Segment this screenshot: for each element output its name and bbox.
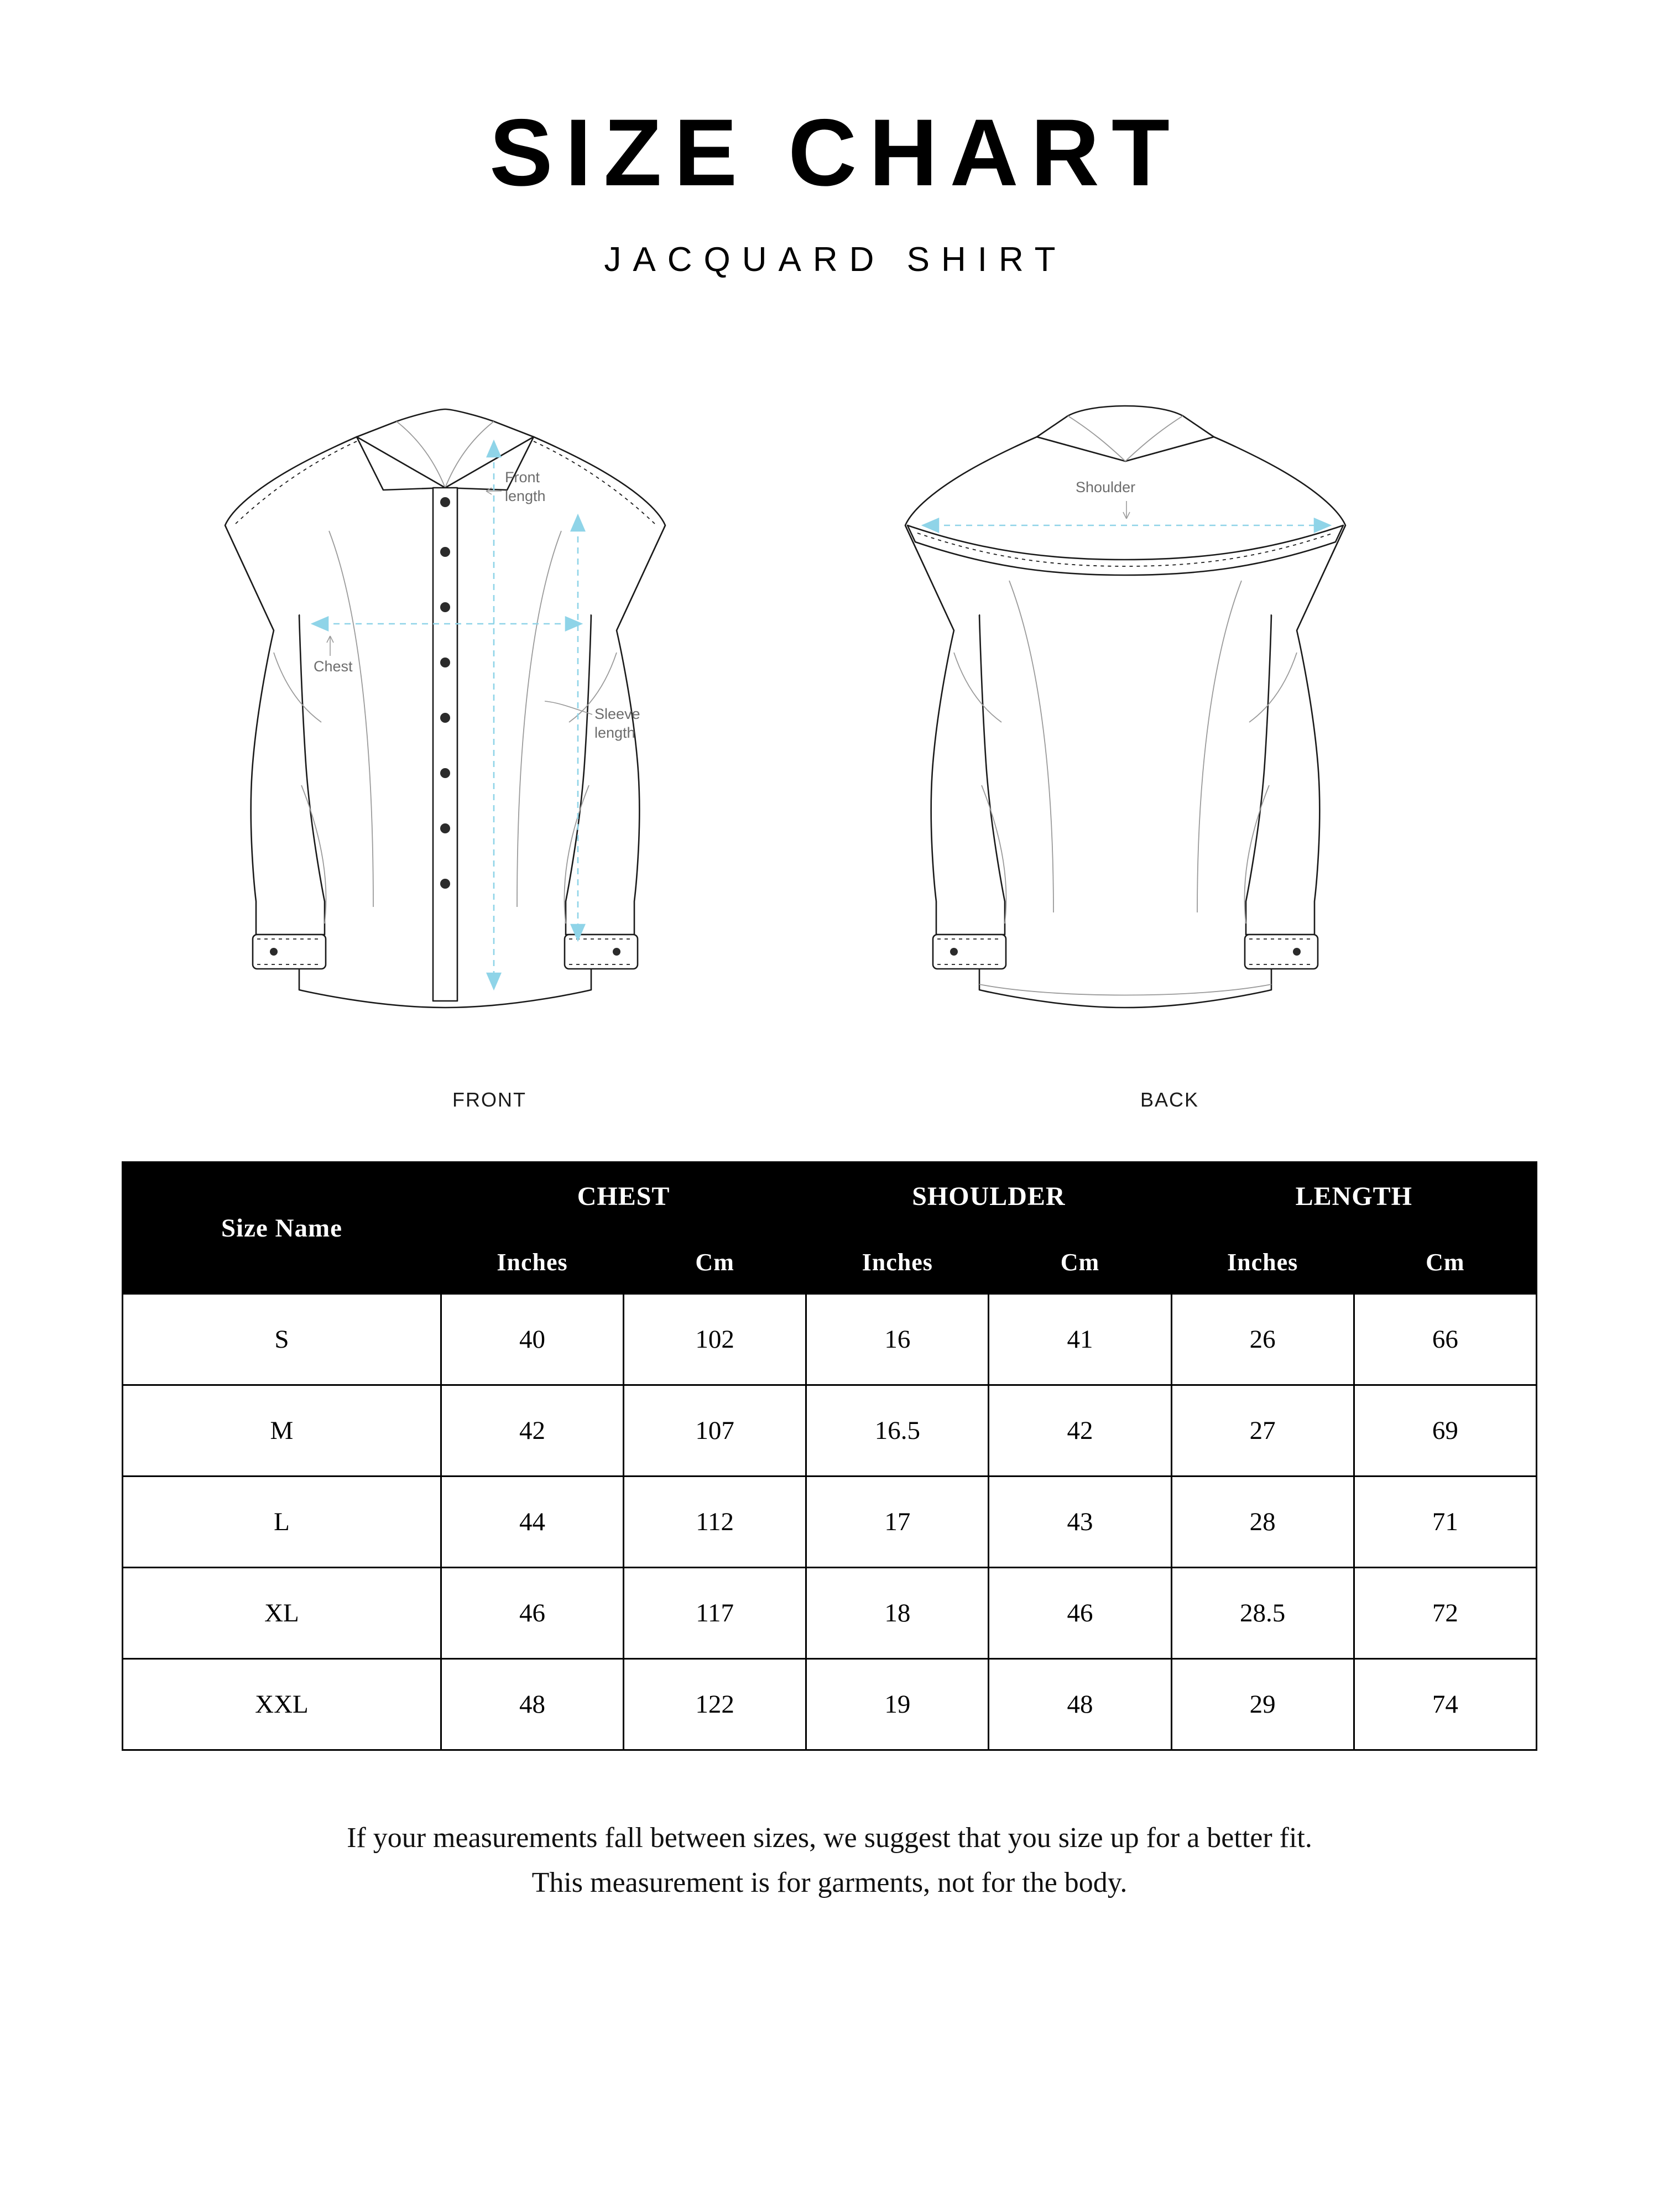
cell-chest-cm: 117 <box>624 1568 806 1659</box>
shirt-front-illustration <box>191 343 788 1078</box>
header-shoulder-cm: Cm <box>989 1230 1171 1294</box>
figure-front-caption: FRONT <box>452 1088 526 1111</box>
cell-chest-cm: 122 <box>624 1659 806 1750</box>
cell-length-cm: 69 <box>1354 1385 1536 1477</box>
size-table-body <box>123 1294 1537 1750</box>
cell-shoulder-cm: 41 <box>989 1294 1171 1385</box>
cell-chest-cm: 112 <box>624 1477 806 1568</box>
cell-shoulder-inches: 17 <box>806 1477 989 1568</box>
cell-length-cm: 66 <box>1354 1294 1536 1385</box>
header-shoulder-inches: Inches <box>806 1230 989 1294</box>
cell-length-cm: 74 <box>1354 1659 1536 1750</box>
page-title: SIZE CHART <box>489 100 1182 206</box>
cell-chest-inches: 40 <box>441 1294 623 1385</box>
header-length-inches: Inches <box>1171 1230 1354 1294</box>
footnote-line-2: This measurement is for garments, not for the body. <box>531 1866 1128 1898</box>
size-table <box>122 1161 1537 1751</box>
header-size-name: Size Name <box>123 1162 441 1294</box>
label-chest: Chest <box>314 658 353 675</box>
cell-size: M <box>123 1385 441 1477</box>
cell-size: XXL <box>123 1659 441 1750</box>
garment-illustrations <box>0 343 1659 1112</box>
cell-shoulder-cm: 48 <box>989 1659 1171 1750</box>
label-shoulder: Shoulder <box>1076 479 1136 495</box>
cell-length-inches: 27 <box>1171 1385 1354 1477</box>
cell-shoulder-inches: 19 <box>806 1659 989 1750</box>
figure-back <box>871 343 1468 1112</box>
label-sleeve-length-line1: Sleeve <box>594 706 640 722</box>
cell-shoulder-inches: 18 <box>806 1568 989 1659</box>
cell-length-cm: 72 <box>1354 1568 1536 1659</box>
cell-chest-inches: 48 <box>441 1659 623 1750</box>
header-chest-inches: Inches <box>441 1230 623 1294</box>
cell-chest-inches: 42 <box>441 1385 623 1477</box>
cell-chest-cm: 107 <box>624 1385 806 1477</box>
header-chest-cm: Cm <box>624 1230 806 1294</box>
size-table-wrapper <box>122 1161 1537 1751</box>
size-table-head <box>123 1162 1537 1294</box>
cell-size: S <box>123 1294 441 1385</box>
cell-size: L <box>123 1477 441 1568</box>
cell-shoulder-cm: 42 <box>989 1385 1171 1477</box>
cell-chest-inches: 46 <box>441 1568 623 1659</box>
table-row <box>123 1477 1537 1568</box>
figure-back-caption: BACK <box>1140 1088 1199 1111</box>
page-header <box>0 0 1659 279</box>
table-header-groups <box>123 1162 1537 1230</box>
shirt-back-illustration <box>871 343 1468 1078</box>
table-row <box>123 1385 1537 1477</box>
cell-shoulder-inches: 16.5 <box>806 1385 989 1477</box>
label-front-length-line2: length <box>505 488 546 504</box>
header-group-chest: CHEST <box>441 1162 806 1230</box>
table-row <box>123 1294 1537 1385</box>
label-front-length-line1: Front <box>505 469 540 486</box>
header-group-length: LENGTH <box>1171 1162 1536 1230</box>
header-length-cm: Cm <box>1354 1230 1536 1294</box>
cell-length-inches: 28.5 <box>1171 1568 1354 1659</box>
footnote-line-1: If your measurements fall between sizes, we suggest that you size up for a better fit. <box>347 1822 1312 1854</box>
page-subtitle: JACQUARD SHIRT <box>604 241 1067 279</box>
cell-shoulder-cm: 43 <box>989 1477 1171 1568</box>
cell-length-inches: 28 <box>1171 1477 1354 1568</box>
figure-front <box>191 343 788 1112</box>
cell-shoulder-inches: 16 <box>806 1294 989 1385</box>
footnote <box>0 1816 1659 1905</box>
cell-chest-inches: 44 <box>441 1477 623 1568</box>
cell-length-inches: 29 <box>1171 1659 1354 1750</box>
header-group-shoulder: SHOULDER <box>806 1162 1171 1230</box>
cell-chest-cm: 102 <box>624 1294 806 1385</box>
cell-length-cm: 71 <box>1354 1477 1536 1568</box>
table-row <box>123 1568 1537 1659</box>
cell-shoulder-cm: 46 <box>989 1568 1171 1659</box>
label-sleeve-length-line2: length <box>594 724 635 741</box>
cell-length-inches: 26 <box>1171 1294 1354 1385</box>
cell-size: XL <box>123 1568 441 1659</box>
table-row <box>123 1659 1537 1750</box>
